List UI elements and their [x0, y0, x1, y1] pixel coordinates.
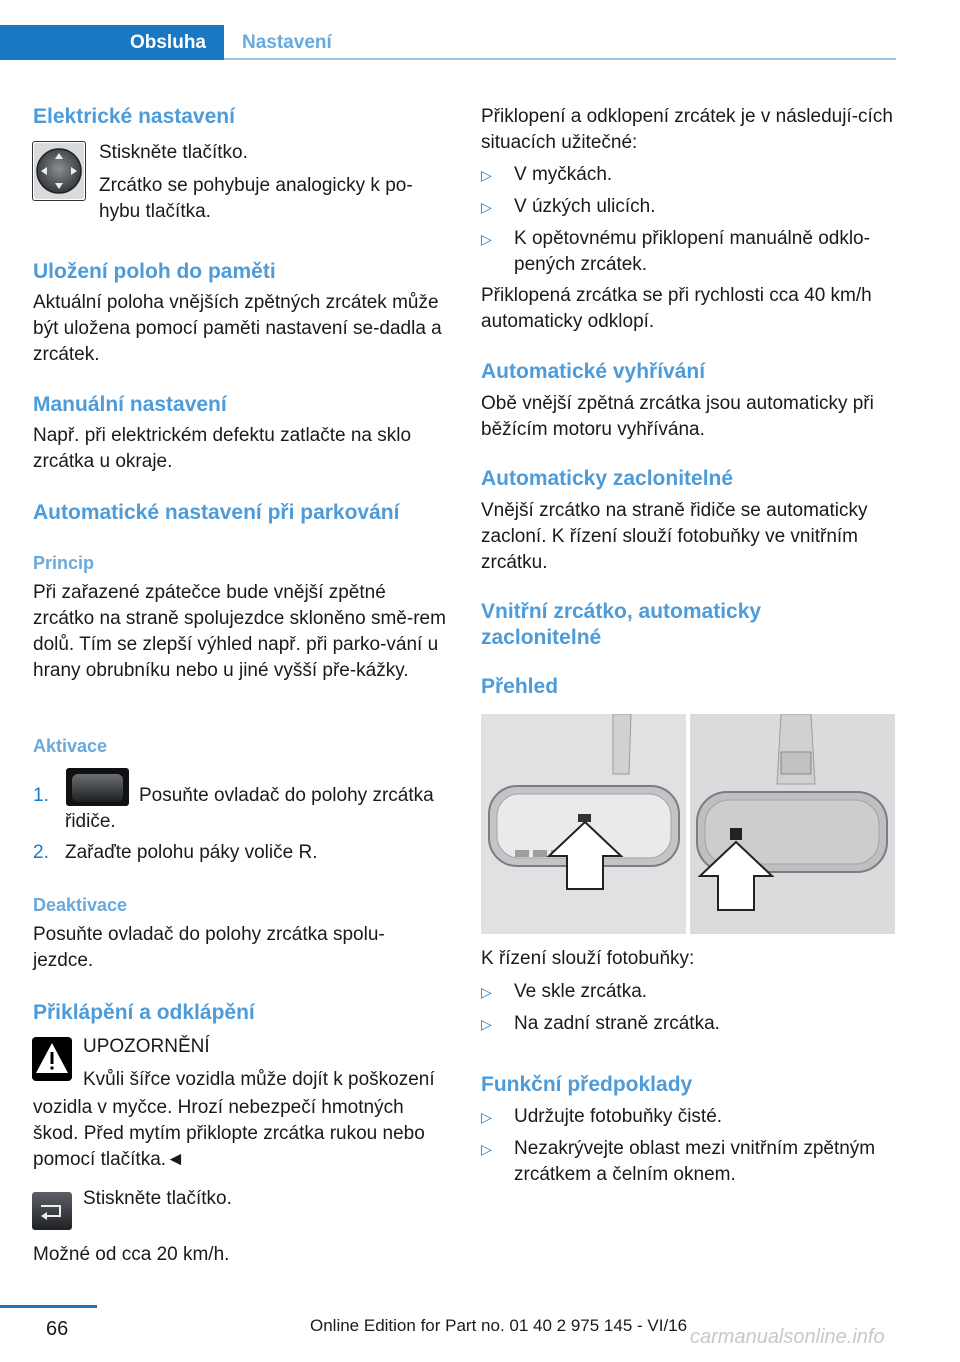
manual-title: Manuální nastavení	[33, 393, 227, 416]
photocell-text: K řízení slouží fotobuňky:	[481, 948, 695, 969]
list-item-text: K opětovnému přiklopení manuálně odklo‐pených zrcátek.	[514, 228, 870, 275]
elec-title: Elektrické nastavení	[33, 105, 235, 128]
princip-text: Při zařazené zpátečce bude vnější zpětné zrcátko na straně spolujezdce skloněno smě‐rem dolů. Tím se zlepší výhled např. při parko‐vání u hrany obrubníku nebo u jiné vyšší pře‐kážky.	[33, 582, 446, 681]
warning-line-1: Kvůli šířce vozidla může dojít k poškození	[83, 1069, 435, 1090]
overview-title: Přehled	[481, 675, 559, 698]
list-item	[481, 194, 901, 220]
edition-text: Online Edition for Part no. 01 40 2 975 145 - VI/16	[310, 1316, 688, 1335]
bullet-triangle-icon: ▷	[481, 1016, 492, 1032]
watermark: carmanualsonline.info	[690, 1326, 885, 1348]
page-number: 66	[46, 1318, 69, 1340]
elec-line2b: hybu tlačítka.	[99, 201, 211, 222]
tab-obsluha[interactable]: Obsluha	[0, 25, 224, 60]
list-item-text: V úzkých ulicích.	[514, 196, 656, 217]
list-item	[481, 1104, 901, 1130]
memory-text: Aktuální poloha vnějších zpětných zrcátek může být uložena pomocí paměti nastavení se‐dadla a zrcátek.	[33, 292, 442, 365]
list-item	[481, 979, 901, 1005]
header-divider	[224, 58, 896, 60]
list-item	[481, 162, 901, 188]
list-item	[481, 226, 901, 278]
memory-title: Uložení poloh do paměti	[33, 260, 276, 283]
step-2-number: 2.	[33, 842, 49, 863]
deaktivace-title: Deaktivace	[33, 895, 128, 915]
step-1-text-2: řidiče.	[65, 811, 116, 832]
inner-mirror-title: Vnitřní zrcátko, automaticky zaclonitelné	[481, 600, 762, 649]
step-1-text: Posuňte ovladač do polohy zrcátka	[139, 785, 434, 806]
bullet-triangle-icon: ▷	[481, 1109, 492, 1125]
parking-switch-icon	[66, 768, 129, 806]
list-item	[481, 1011, 901, 1037]
inner-mirror-illustration	[481, 714, 895, 934]
fold-intro-text: Přiklopení a odklopení zrcátek je v následují‐cích situacích užitečné:	[481, 106, 893, 153]
bullet-triangle-icon: ▷	[481, 231, 492, 247]
step-1-number: 1.	[33, 785, 49, 806]
page-number-rule	[0, 1305, 97, 1308]
list-item-text: Udržujte fotobuňky čisté.	[514, 1106, 723, 1127]
deaktivace-text: Posuňte ovladač do polohy zrcátka spolu‐jezdce.	[33, 924, 385, 971]
heating-title: Automatické vyhřívání	[481, 360, 706, 383]
list-item-text: Nezakrývejte oblast mezi vnitřním zpětným zrcátkem a čelním oknem.	[514, 1138, 876, 1185]
fold-mirror-button-icon	[32, 1192, 72, 1230]
folding-title: Přiklápění a odklápění	[33, 1001, 255, 1024]
bullet-triangle-icon: ▷	[481, 167, 492, 183]
mirror-adjust-button-icon	[32, 141, 86, 201]
bullet-triangle-icon: ▷	[481, 984, 492, 1000]
fold-press-text: Stiskněte tlačítko.	[83, 1188, 232, 1209]
aktivace-title: Aktivace	[33, 736, 108, 756]
warning-title: UPOZORNĚNÍ	[83, 1036, 210, 1057]
list-item-text: Ve skle zrcátka.	[514, 981, 648, 1002]
list-item	[481, 1136, 901, 1188]
fold-speed-text: Možné od cca 20 km/h.	[33, 1244, 230, 1265]
list-item-text: V myčkách.	[514, 164, 613, 185]
warning-icon	[32, 1037, 72, 1086]
elec-line1: Stiskněte tlačítko.	[99, 142, 248, 163]
dimming-title: Automaticky zaclonitelné	[481, 467, 734, 490]
heating-text: Obě vnější zpětná zrcátka jsou automaticky při běžícím motoru vyhřívána.	[481, 393, 874, 440]
parking-title: Automatické nastavení při parkování	[33, 501, 400, 524]
warning-text: vozidla v myčce. Hrozí nebezpečí hmotných škod. Před mytím přiklopte zrcátka rukou nebo pomocí tlačítka.◄	[33, 1097, 425, 1170]
function-title: Funkční předpoklady	[481, 1073, 693, 1096]
list-item-text: Na zadní straně zrcátka.	[514, 1013, 720, 1034]
princip-title: Princip	[33, 553, 95, 573]
bullet-triangle-icon: ▷	[481, 1141, 492, 1157]
manual-text: Např. při elektrickém defektu zatlačte na sklo zrcátka u okraje.	[33, 425, 412, 472]
bullet-triangle-icon: ▷	[481, 199, 492, 215]
tab-nastaveni[interactable]: Nastavení	[242, 32, 332, 53]
fold-speed-right: Přiklopená zrcátka se při rychlosti cca 40 km/h automaticky odklopí.	[481, 285, 872, 332]
elec-line2a: Zrcátko se pohybuje analogicky k po‐	[99, 175, 413, 196]
step-2-text: Zařaďte polohu páky voliče R.	[65, 842, 318, 863]
dimming-text: Vnější zrcátko na straně řidiče se automaticky zacloní. K řízení slouží fotobuňky ve vnitřním zrcátku.	[481, 500, 868, 573]
